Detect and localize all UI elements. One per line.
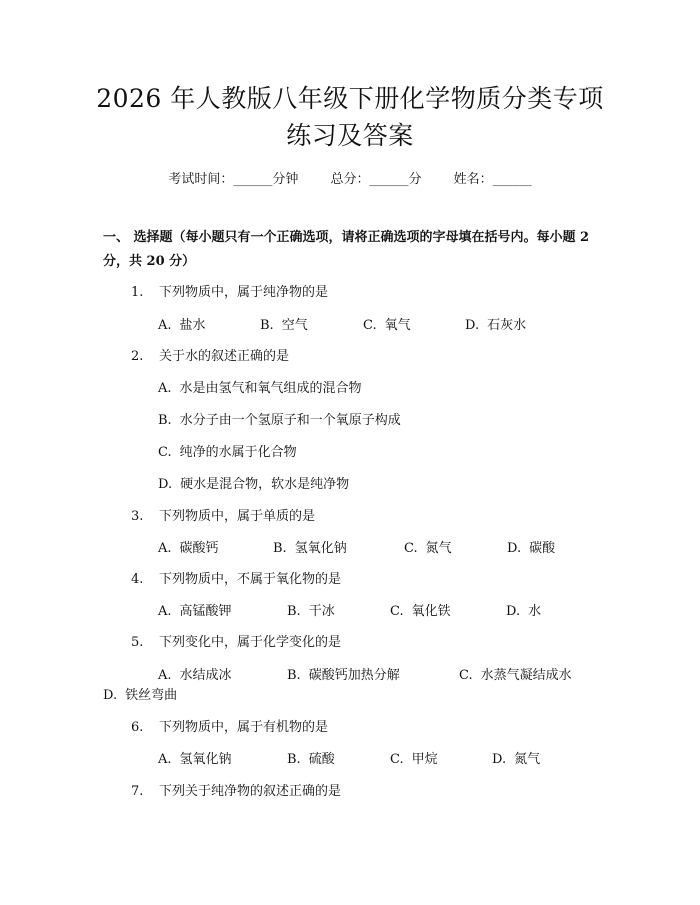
question-number: 6. xyxy=(131,720,144,735)
question-text: 下列关于纯净物的叙述正确的是 xyxy=(159,784,342,799)
option-4d: D. 水 xyxy=(506,604,542,619)
question-3 xyxy=(131,505,315,524)
option-5b: B. 碳酸钙加热分解 xyxy=(287,668,400,683)
question-5 xyxy=(131,631,341,650)
option-2d: D. 硬水是混合物，软水是纯净物 xyxy=(158,477,350,492)
question-number: 2. xyxy=(131,349,144,364)
exam-name: 姓名：______ xyxy=(453,172,532,187)
question-number: 5. xyxy=(131,635,144,650)
option-3a: A. 碳酸钙 xyxy=(158,541,219,556)
question-4 xyxy=(131,568,341,587)
option-6b: B. 硫酸 xyxy=(287,752,335,767)
exam-meta xyxy=(0,168,700,187)
option-6d: D. 氮气 xyxy=(492,752,541,767)
option-2c: C. 纯净的水属于化合物 xyxy=(158,445,297,460)
option-3b: B. 氢氧化钠 xyxy=(273,541,347,556)
question-number: 7. xyxy=(131,784,144,799)
option-1a: A. 盐水 xyxy=(158,318,206,333)
document-title xyxy=(0,80,700,154)
title-line-1: 2026 年人教版八年级下册化学物质分类专项 xyxy=(96,84,604,113)
question-2 xyxy=(131,345,289,364)
option-4b: B. 干冰 xyxy=(287,604,335,619)
question-text: 下列物质中，属于单质的是 xyxy=(159,509,316,524)
question-number: 4. xyxy=(131,572,144,587)
option-3c: C. 氮气 xyxy=(404,541,452,556)
exam-score: 总分：______分 xyxy=(330,172,422,187)
option-3d: D. 碳酸 xyxy=(507,541,556,556)
question-text: 下列物质中，属于有机物的是 xyxy=(159,720,329,735)
question-text: 关于水的叙述正确的是 xyxy=(159,349,290,364)
question-text: 下列物质中，属于纯净物的是 xyxy=(159,285,329,300)
option-1d: D. 石灰水 xyxy=(465,318,527,333)
option-5a: A. 水结成冰 xyxy=(158,668,232,683)
question-number: 3. xyxy=(131,509,144,524)
question-text: 下列物质中，不属于氧化物的是 xyxy=(159,572,342,587)
option-1b: B. 空气 xyxy=(260,318,308,333)
question-7 xyxy=(131,780,341,799)
question-text: 下列变化中，属于化学变化的是 xyxy=(159,635,342,650)
option-6c: C. 甲烷 xyxy=(390,752,438,767)
question-1 xyxy=(131,281,328,300)
option-2a: A. 水是由氢气和氧气组成的混合物 xyxy=(158,381,362,396)
question-number: 1. xyxy=(131,285,144,300)
title-line-2: 练习及答案 xyxy=(286,121,414,150)
option-6a: A. 氢氧化钠 xyxy=(158,752,232,767)
exam-time: 考试时间：______分钟 xyxy=(168,172,299,187)
option-4a: A. 高锰酸钾 xyxy=(158,604,232,619)
option-5d: D. 铁丝弯曲 xyxy=(103,688,178,703)
option-2b: B. 水分子由一个氢原子和一个氧原子构成 xyxy=(158,413,401,428)
option-4c: C. 氧化铁 xyxy=(390,604,451,619)
option-1c: C. 氧气 xyxy=(363,318,411,333)
question-6 xyxy=(131,716,328,735)
option-5c: C. 水蒸气凝结成水 xyxy=(459,668,572,683)
section-title: 一、 选择题（每小题只有一个正确选项，请将正确选项的字母填在括号内。每小题 2 分，共 20 分） xyxy=(103,230,590,269)
